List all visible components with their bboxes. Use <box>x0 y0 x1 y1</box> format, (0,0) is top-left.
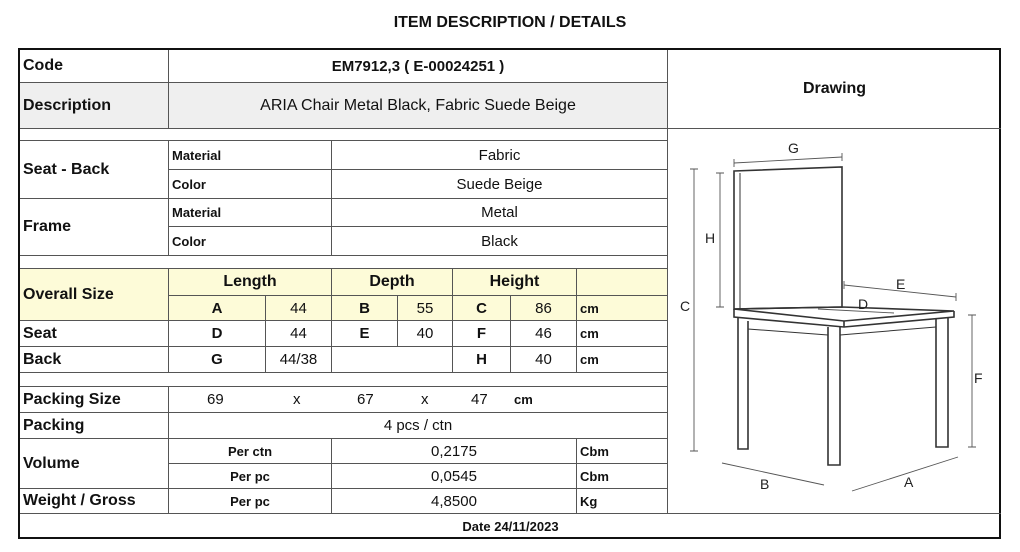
packing-size-unit: cm <box>514 392 533 407</box>
frame-label: Frame <box>20 198 168 255</box>
page-title: ITEM DESCRIPTION / DETAILS <box>393 14 627 31</box>
packing-size-x1: x <box>293 391 301 408</box>
weight-per-pc-label: Per pc <box>168 488 331 513</box>
volume-per-pc-label: Per pc <box>168 463 331 488</box>
dim-g-letter: G <box>168 346 265 372</box>
seat-back-color-label: Color <box>168 169 331 198</box>
packing-size-row <box>168 386 667 412</box>
overall-size-label: Overall Size <box>20 268 168 320</box>
packing-size-length: 69 <box>207 391 224 408</box>
code-value: EM7912,3 ( E-00024251 ) <box>168 50 667 82</box>
chair-seat <box>734 307 954 321</box>
dim-f-value: 46 <box>510 320 576 346</box>
seat-label: Seat <box>20 320 168 346</box>
chair-leg <box>738 317 748 449</box>
packing-size-width: 67 <box>357 391 374 408</box>
dim-d-value: 44 <box>265 320 331 346</box>
dim-g-value: 44/38 <box>265 346 331 372</box>
chair-leg <box>828 327 840 465</box>
date: Date 24/11/2023 <box>20 513 1001 539</box>
packing-size-label: Packing Size <box>20 386 168 412</box>
dim-h-value: 40 <box>510 346 576 372</box>
dim-e-letter: E <box>331 320 397 346</box>
label-g: G <box>788 140 799 156</box>
dim-f-letter: F <box>452 320 510 346</box>
code-label: Code <box>23 57 63 74</box>
dim-a-letter: A <box>168 295 265 320</box>
weight-value: 4,8500 <box>331 488 576 513</box>
label-e: E <box>896 276 906 292</box>
length-header: Length <box>168 268 331 295</box>
spacer <box>20 255 667 268</box>
chair-drawing <box>668 129 1000 512</box>
seat-unit: cm <box>576 320 667 346</box>
dim-d-letter: D <box>168 320 265 346</box>
dim-c-value: 86 <box>510 295 576 320</box>
label-d: D <box>858 296 869 312</box>
label-c: C <box>680 298 691 314</box>
volume-per-ctn-label: Per ctn <box>168 438 331 463</box>
spacer <box>20 128 667 140</box>
frame-material-label: Material <box>168 198 331 226</box>
seat-back-material-label: Material <box>168 140 331 169</box>
seat-back-material: Fabric <box>331 140 667 169</box>
frame-color: Black <box>331 226 667 255</box>
volume-unit-ctn: Cbm <box>576 438 667 463</box>
back-empty <box>331 346 452 372</box>
dim-e-value: 40 <box>397 320 452 346</box>
dim-b-letter: B <box>331 295 397 320</box>
dim-c-letter: C <box>452 295 510 320</box>
label-b: B <box>760 476 770 492</box>
description-label: Description <box>20 82 168 128</box>
spacer <box>20 372 667 386</box>
drawing-title: Drawing <box>667 50 1001 128</box>
back-label: Back <box>20 346 168 372</box>
packing-label: Packing <box>20 412 168 438</box>
dim-h-letter: H <box>452 346 510 372</box>
unit-header <box>576 268 667 295</box>
chair-leg <box>936 317 948 447</box>
height-header: Height <box>452 268 576 295</box>
volume-unit-pc: Cbm <box>576 463 667 488</box>
dim-b-value: 55 <box>397 295 452 320</box>
label-f: F <box>974 370 983 386</box>
description-value: ARIA Chair Metal Black, Fabric Suede Beige <box>168 82 667 128</box>
seat-back-label: Seat - Back <box>20 140 168 198</box>
drawing-panel <box>667 128 1001 513</box>
overall-unit: cm <box>576 295 667 320</box>
chair-backrest <box>734 167 842 309</box>
volume-label: Volume <box>20 438 168 488</box>
weight-unit: Kg <box>576 488 667 513</box>
weight-label: Weight / Gross <box>20 488 168 513</box>
volume-per-pc: 0,0545 <box>331 463 576 488</box>
packing-size-x2: x <box>421 391 429 408</box>
label-h: H <box>705 230 716 246</box>
packing-value: 4 pcs / ctn <box>168 412 667 438</box>
dim-a-value: 44 <box>265 295 331 320</box>
back-unit: cm <box>576 346 667 372</box>
seat-back-color: Suede Beige <box>331 169 667 198</box>
depth-header: Depth <box>331 268 452 295</box>
label-a: A <box>904 474 914 490</box>
packing-size-height: 47 <box>471 391 488 408</box>
frame-material: Metal <box>331 198 667 226</box>
spec-sheet <box>18 48 1001 539</box>
frame-color-label: Color <box>168 226 331 255</box>
volume-per-ctn: 0,2175 <box>331 438 576 463</box>
